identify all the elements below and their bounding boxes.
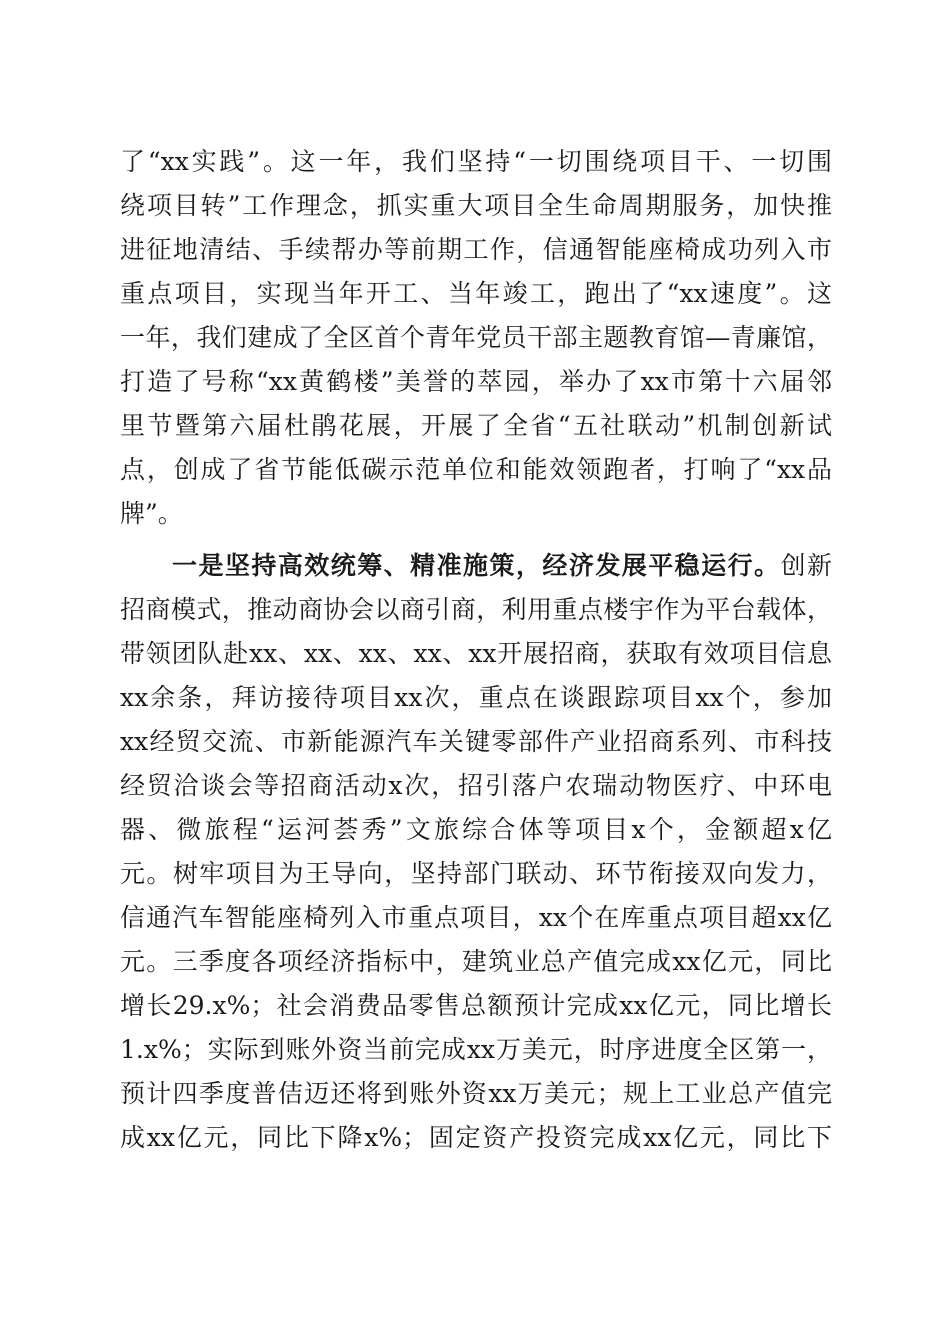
text-line: xx经贸交流、市新能源汽车关键零部件产业招商系列、市科技	[120, 727, 832, 756]
text-line: 器、微旅程“运河荟秀”文旅综合体等项目x个，金额超x亿	[120, 815, 832, 844]
text-line: 经贸洽谈会等招商活动x次，招引落户农瑞动物医疗、中环电	[120, 771, 832, 800]
text-line: 牌”。	[120, 499, 183, 528]
text-line: xx余条，拜访接待项目xx次，重点在谈跟踪项目xx个，参加	[120, 683, 832, 712]
text-line: 带领团队赴xx、xx、xx、xx、xx开展招商，获取有效项目信息	[120, 639, 832, 668]
text-line: 信通汽车智能座椅列入市重点项目，xx个在库重点项目超xx亿	[120, 903, 832, 932]
text-line: 里节暨第六届杜鹃花展，开展了全省“五社联动”机制创新试	[120, 411, 832, 440]
text-line: 1.x%；实际到账外资当前完成xx万美元，时序进度全区第一，	[120, 1035, 832, 1064]
text-line: 增长29.x%；社会消费品零售总额预计完成xx亿元，同比增长	[120, 991, 832, 1020]
text-line: 重点项目，实现当年开工、当年竣工，跑出了“xx速度”。这	[120, 279, 832, 308]
text-line: 元。树牢项目为王导向，坚持部门联动、环节衔接双向发力，	[120, 859, 832, 888]
paragraph-text: 创新	[780, 551, 832, 580]
text-line: 进征地清结、手续帮办等前期工作，信通智能座椅成功列入市	[120, 235, 832, 264]
text-line: 点，创成了省节能低碳示范单位和能效领跑者，打响了“xx品	[120, 455, 832, 484]
text-line: 成xx亿元，同比下降x%；固定资产投资完成xx亿元，同比下	[120, 1123, 832, 1152]
text-line: 元。三季度各项经济指标中，建筑业总产值完成xx亿元，同比	[120, 947, 832, 976]
text-line: 一年，我们建成了全区首个青年党员干部主题教育馆—青廉馆，	[120, 323, 832, 352]
paragraph-lead-line	[172, 544, 832, 588]
text-line: 招商模式，推动商协会以商引商，利用重点楼宇作为平台载体，	[120, 595, 832, 624]
text-line: 预计四季度普佶迈还将到账外资xx万美元；规上工业总产值完	[120, 1079, 832, 1108]
text-line: 了“xx实践”。这一年，我们坚持“一切围绕项目干、一切围	[120, 147, 832, 176]
paragraph-heading: 一是坚持高效统筹、精准施策，经济发展平稳运行。	[172, 551, 781, 580]
text-line: 绕项目转”工作理念，抓实重大项目全生命周期服务，加快推	[120, 191, 832, 220]
text-line: 打造了号称“xx黄鹤楼”美誉的萃园，举办了xx市第十六届邻	[120, 367, 832, 396]
